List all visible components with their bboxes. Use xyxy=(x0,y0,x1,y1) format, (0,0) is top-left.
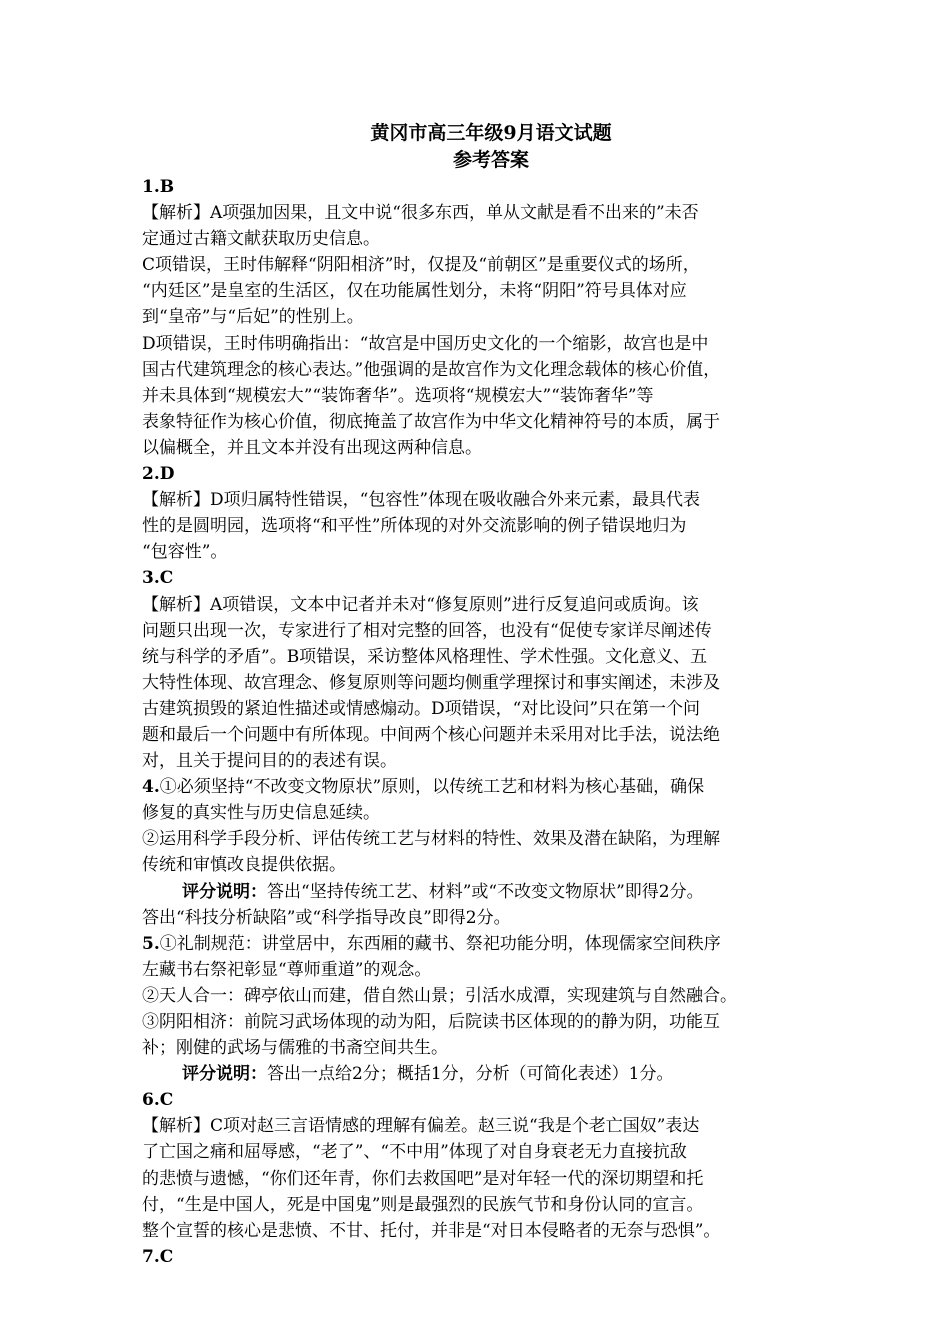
text-line xyxy=(142,1113,812,1139)
line-text: 答出“科技分析缺陷”或“科学指导改良”即得2分。 xyxy=(142,907,511,928)
text-line xyxy=(142,852,812,878)
question-number: 7.C xyxy=(142,1246,174,1267)
line-text: ②天人合一：碑亭依山而建，借自然山景；引活水成潭，实现建筑与自然融合。 xyxy=(142,985,737,1006)
text-line xyxy=(142,931,812,957)
question-number: 4. xyxy=(142,777,160,798)
text-line xyxy=(142,957,812,983)
text-line xyxy=(142,1087,812,1113)
line-text: 整个宣誓的核心是悲愤、不甘、托付，并非是“对日本侵略者的无奈与恐惧”。 xyxy=(142,1220,721,1241)
line-text: C项错误，王时伟解释“阴阳相济”时，仅提及“前朝区”是重要仪式的场所， xyxy=(142,255,700,276)
line-text: “内廷区”是皇室的生活区，仅在功能属性划分，未将“阴阳”符号具体对应 xyxy=(142,281,687,302)
line-text: ③阴阳相济：前院习武场体现的动为阳，后院读书区体现的的静为阴，功能互 xyxy=(142,1012,720,1032)
text-line xyxy=(142,1218,812,1244)
line-text: 以偏概全，并且文本并没有出现这两种信息。 xyxy=(142,437,482,458)
line-text: 【解析】C项对赵三言语情感的理解有偏差。赵三说“我是个老亡国奴”表达 xyxy=(142,1116,700,1137)
text-line xyxy=(142,696,812,722)
text-line xyxy=(142,461,812,487)
line-text: 大特性体现、故宫理念、修复原则等问题均侧重学理探讨和事实阐述，未涉及 xyxy=(142,672,720,693)
line-text: ①礼制规范：讲堂居中，东西厢的藏书、祭祀功能分明，体现儒家空间秩序 xyxy=(159,933,721,954)
text-line xyxy=(142,565,812,591)
question-number: 5. xyxy=(142,933,160,954)
text-line xyxy=(142,539,812,565)
line-text: 答出一点给2分；概括1分，分析（可简化表述）1分。 xyxy=(267,1064,674,1085)
line-text: 修复的真实性与历史信息延续。 xyxy=(142,803,380,824)
line-text: 【解析】D项归属特性错误，“包容性”体现在吸收融合外来元素，最具代表 xyxy=(142,490,701,511)
text-line xyxy=(142,1009,812,1035)
text-line xyxy=(142,278,812,304)
text-line xyxy=(142,644,812,670)
line-text: 答出“坚持传统工艺、材料”或“不改变文物原状”即得2分。 xyxy=(267,881,704,902)
line-text: 古建筑损毁的紧迫性描述或情感煽动。D项错误，“对比设问”只在第一个问 xyxy=(142,698,701,719)
text-line xyxy=(142,252,812,278)
text-line xyxy=(142,592,812,618)
line-text: 了亡国之痛和屈辱感，“老了”、“不中用”体现了对自身衰老无力直接抗敌 xyxy=(142,1142,687,1163)
document-body xyxy=(142,174,812,1270)
text-line xyxy=(142,670,812,696)
line-text: 问题只出现一次，专家进行了相对完整的回答，也没有“促使专家详尽阐述传 xyxy=(142,620,712,641)
text-line xyxy=(142,722,812,748)
text-line xyxy=(142,487,812,513)
text-line xyxy=(142,357,812,383)
line-text: 表象特征作为核心价值，彻底掩盖了故宫作为中华文化精神符号的本质，属于 xyxy=(142,411,720,432)
text-line xyxy=(142,383,812,409)
document-title: 黄冈市高三年级9月语文试题 xyxy=(370,122,612,144)
line-text: ①必须坚持“不改变文物原状”原则，以传统工艺和材料为核心基础，确保 xyxy=(159,777,705,798)
text-line xyxy=(142,435,812,461)
scoring-label: 评分说明： xyxy=(182,881,267,902)
text-line xyxy=(142,200,812,226)
line-text: 题和最后一个问题中有所体现。中间两个核心问题并未采用对比手法，说法绝 xyxy=(142,724,720,745)
answer-document xyxy=(142,120,812,1270)
text-line xyxy=(142,409,812,435)
text-line xyxy=(142,226,812,252)
line-text: 定通过古籍文献获取历史信息。 xyxy=(142,229,380,250)
text-line xyxy=(142,174,812,200)
line-text: ②运用科学手段分析、评估传统工艺与材料的特性、效果及潜在缺陷，为理解 xyxy=(142,829,720,850)
text-line xyxy=(142,826,812,852)
text-line xyxy=(142,618,812,644)
text-line xyxy=(142,905,812,931)
line-text: 并未具体到“规模宏大”“装饰奢华”。选项将“规模宏大”“装饰奢华”等 xyxy=(142,385,654,406)
line-text: 国古代建筑理念的核心表达。”他强调的是故宫作为文化理念载体的核心价值， xyxy=(142,359,721,380)
question-number: 2.D xyxy=(142,464,175,485)
line-text: 到“皇帝”与“后妃”的性别上。 xyxy=(142,307,364,328)
text-line xyxy=(142,304,812,330)
line-text: 补；刚健的武场与儒雅的书斋空间共生。 xyxy=(142,1038,448,1059)
line-text: 左藏书右祭祀彰显“尊师重道”的观念。 xyxy=(142,959,432,980)
line-text: 的悲愤与遗憾，“你们还年青，你们去救国吧”是对年轻一代的深切期望和托 xyxy=(142,1168,704,1189)
text-line xyxy=(142,1139,812,1165)
text-line xyxy=(142,1244,812,1270)
text-line xyxy=(142,1192,812,1218)
text-line xyxy=(142,513,812,539)
line-text: 付，“生是中国人，死是中国鬼”则是最强烈的民族气节和身份认同的宣言。 xyxy=(142,1194,704,1215)
text-line xyxy=(142,331,812,357)
text-line xyxy=(142,1035,812,1061)
text-line xyxy=(142,983,812,1009)
text-line xyxy=(142,800,812,826)
line-text: 性的是圆明园，选项将“和平性”所体现的对外交流影响的例子错误地归为 xyxy=(142,516,687,537)
text-line xyxy=(142,1166,812,1192)
text-line xyxy=(142,774,812,800)
text-line xyxy=(142,879,812,905)
line-text: 【解析】A项强加因果，且文中说“很多东西，单从文献是看不出来的”未否 xyxy=(142,203,699,224)
document-subtitle: 参考答案 xyxy=(452,149,529,171)
text-line xyxy=(142,748,812,774)
line-text: 【解析】A项错误，文本中记者并未对“修复原则”进行反复追问或质询。该 xyxy=(142,594,699,615)
line-text: 传统和审慎改良提供依据。 xyxy=(142,855,346,876)
question-number: 6.C xyxy=(142,1090,174,1111)
line-text: 对，且关于提问目的的表述有误。 xyxy=(142,751,397,772)
text-line xyxy=(142,1061,812,1087)
line-text: “包容性”。 xyxy=(142,542,228,563)
question-number: 3.C xyxy=(142,568,174,589)
line-text: 统与科学的矛盾”。B项错误，采访整体风格理性、学术性强。文化意义、五 xyxy=(142,646,708,667)
line-text: D项错误，王时伟明确指出：“故宫是中国历史文化的一个缩影，故宫也是中 xyxy=(142,333,709,354)
question-number: 1.B xyxy=(142,177,175,197)
scoring-label: 评分说明： xyxy=(182,1064,267,1085)
